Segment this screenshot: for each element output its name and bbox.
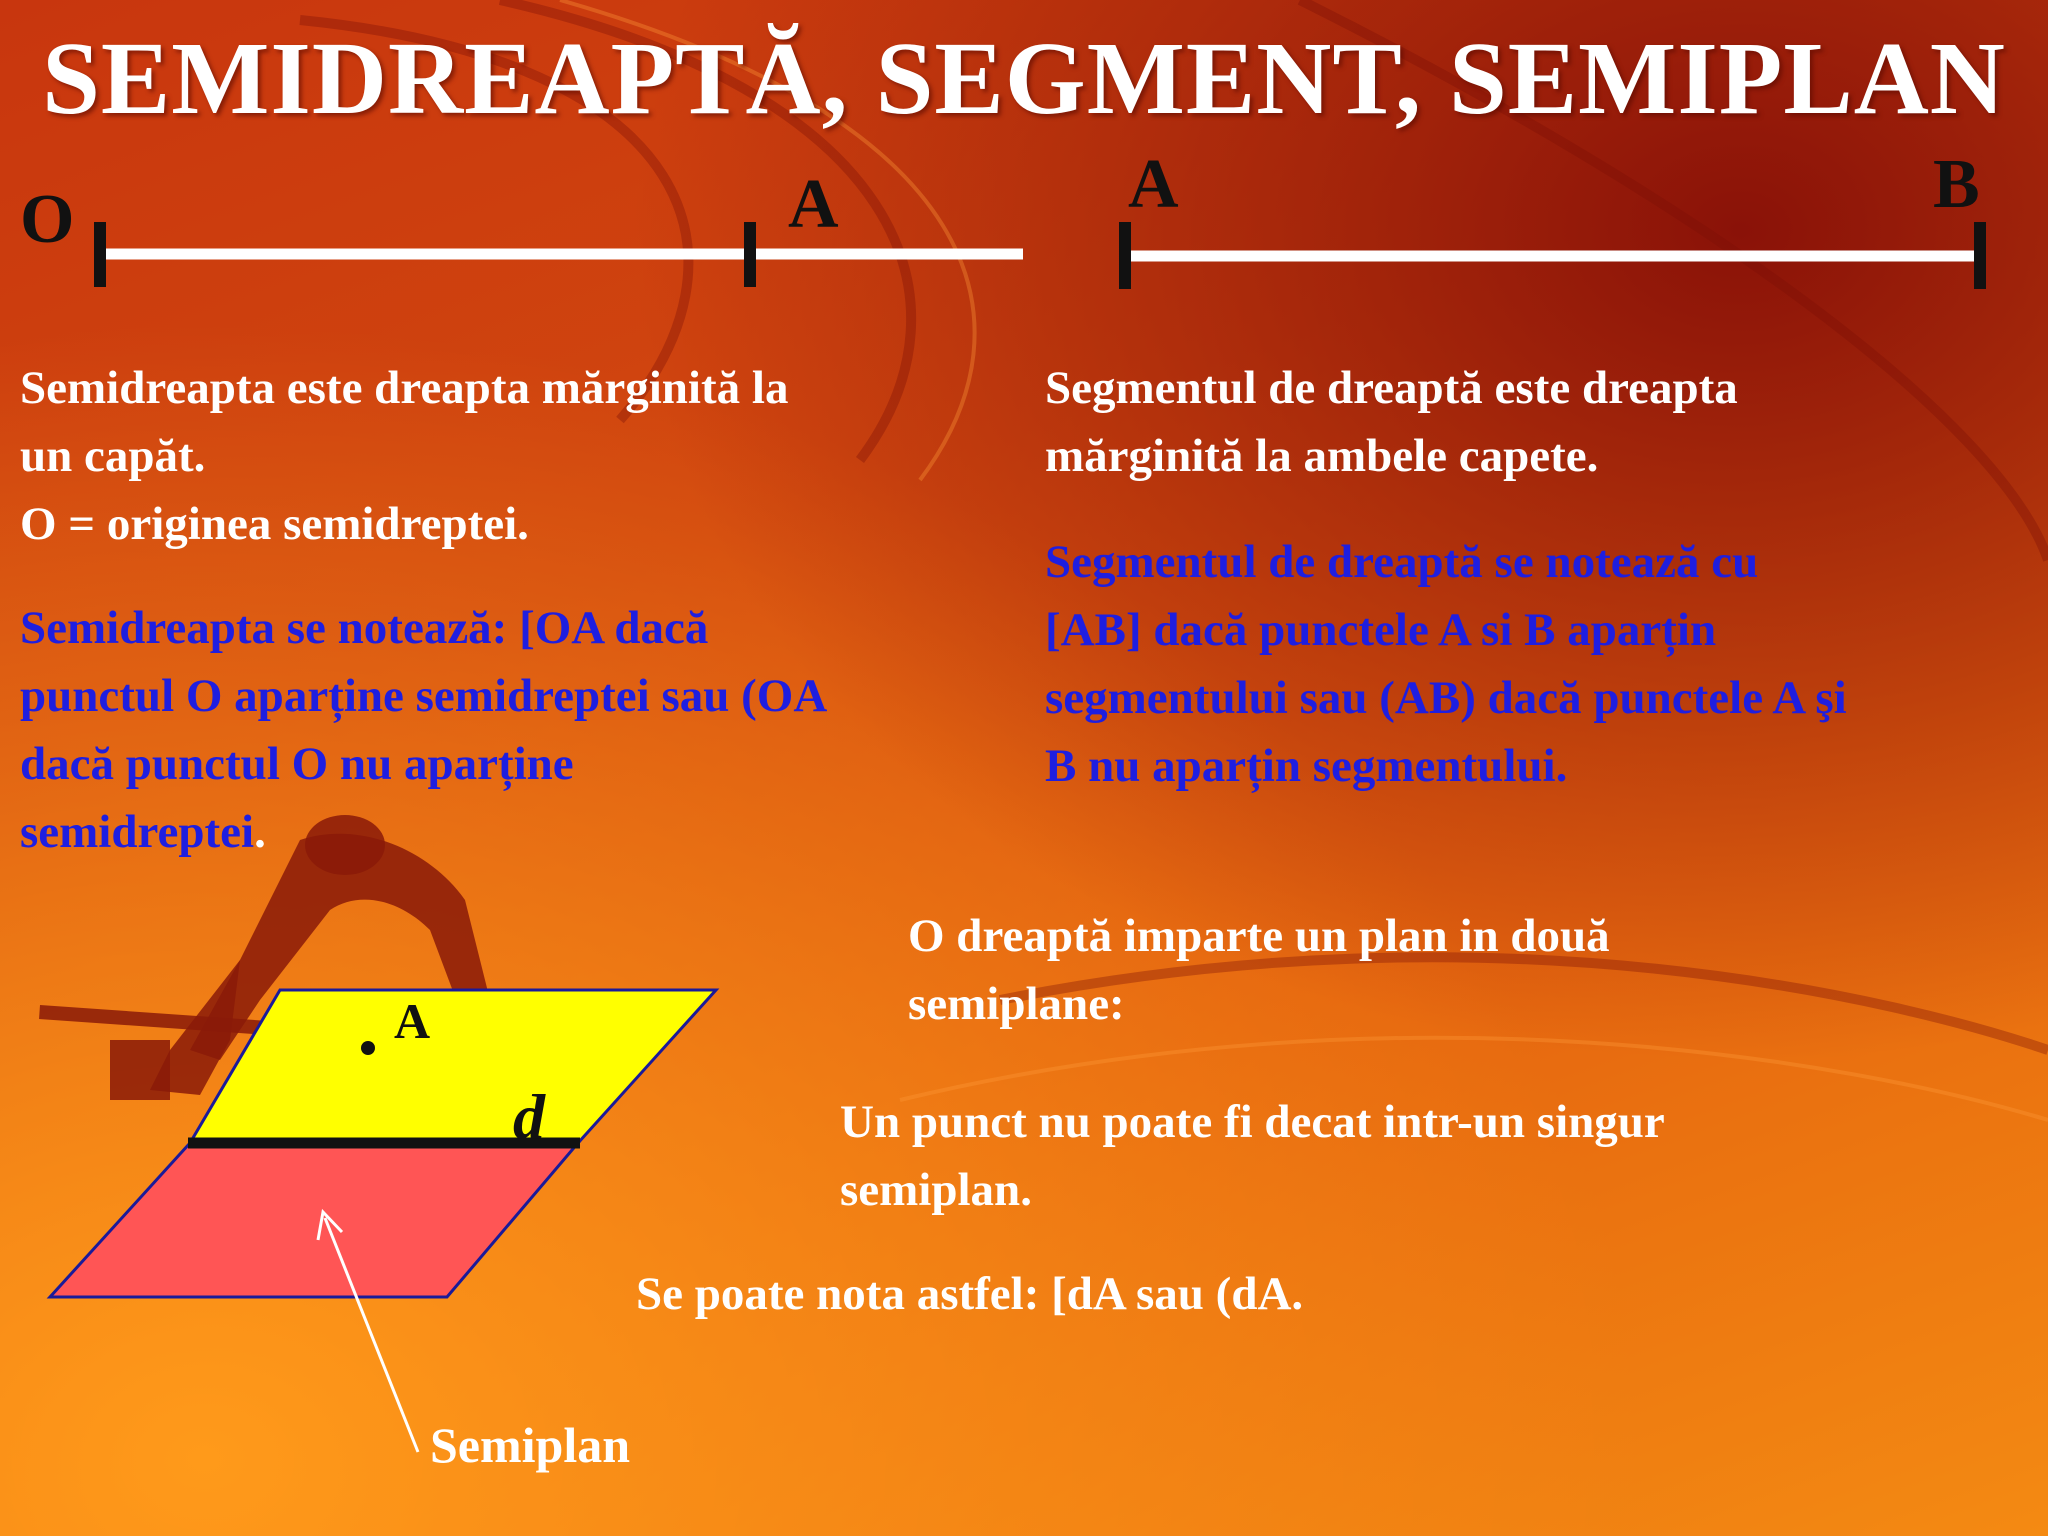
ray-notation-line: Semidreapta se notează: [OA dacă: [20, 602, 709, 654]
plane-notation: Se poate nota astfel: [dA sau (dA.: [636, 1268, 1304, 1320]
plane-description: [908, 902, 1610, 1038]
ray-point-label: A: [788, 166, 839, 243]
segment-label-b: B: [1933, 146, 1980, 223]
plane-description-line: semiplane:: [908, 978, 1125, 1030]
plane-point-rule-line: semiplan.: [840, 1164, 1032, 1216]
segment-notation-line: Segmentul de dreaptă se notează cu: [1045, 536, 1759, 588]
ray-definition-line: Semidreapta este dreapta mărginită la: [20, 362, 789, 414]
segment-definition-line: Segmentul de dreaptă este dreapta: [1045, 362, 1738, 414]
ray-notation-word: semidreptei: [20, 806, 255, 858]
ray-origin-label: O: [20, 181, 75, 258]
ray-definition-line: O = originea semidreptei.: [20, 498, 529, 550]
point-a: [361, 1041, 375, 1055]
segment-notation-line: B nu aparțin segmentului.: [1045, 740, 1568, 792]
plane-point-rule-line: Un punct nu poate fi decat intr-un singur: [840, 1096, 1665, 1148]
segment-notation-line: segmentului sau (AB) dacă punctele A şi: [1045, 672, 1847, 724]
upper-half-plane: [190, 990, 716, 1143]
ray-notation-line: punctul O aparține semidreptei sau (OA: [20, 670, 828, 722]
segment-label-a: A: [1128, 146, 1179, 223]
point-a-label: A: [394, 993, 431, 1049]
segment-definition-line: mărginită la ambele capete.: [1045, 430, 1599, 482]
line-d-label: d: [513, 1081, 545, 1152]
lower-half-plane: [50, 1143, 578, 1297]
ray-notation-line: dacă punctul O nu aparține: [20, 738, 574, 790]
ray-notation-period: .: [254, 806, 266, 858]
page-title: SEMIDREAPTĂ, SEGMENT, SEMIPLAN: [42, 21, 2006, 136]
plane-point-rule: [840, 1088, 1665, 1224]
semiplan-caption: Semiplan: [430, 1417, 631, 1473]
plane-description-line: O dreaptă imparte un plan in două: [908, 910, 1610, 962]
segment-notation-line: [AB] dacă punctele A si B aparțin: [1045, 604, 1717, 656]
ray-definition-line: un capăt.: [20, 430, 206, 482]
